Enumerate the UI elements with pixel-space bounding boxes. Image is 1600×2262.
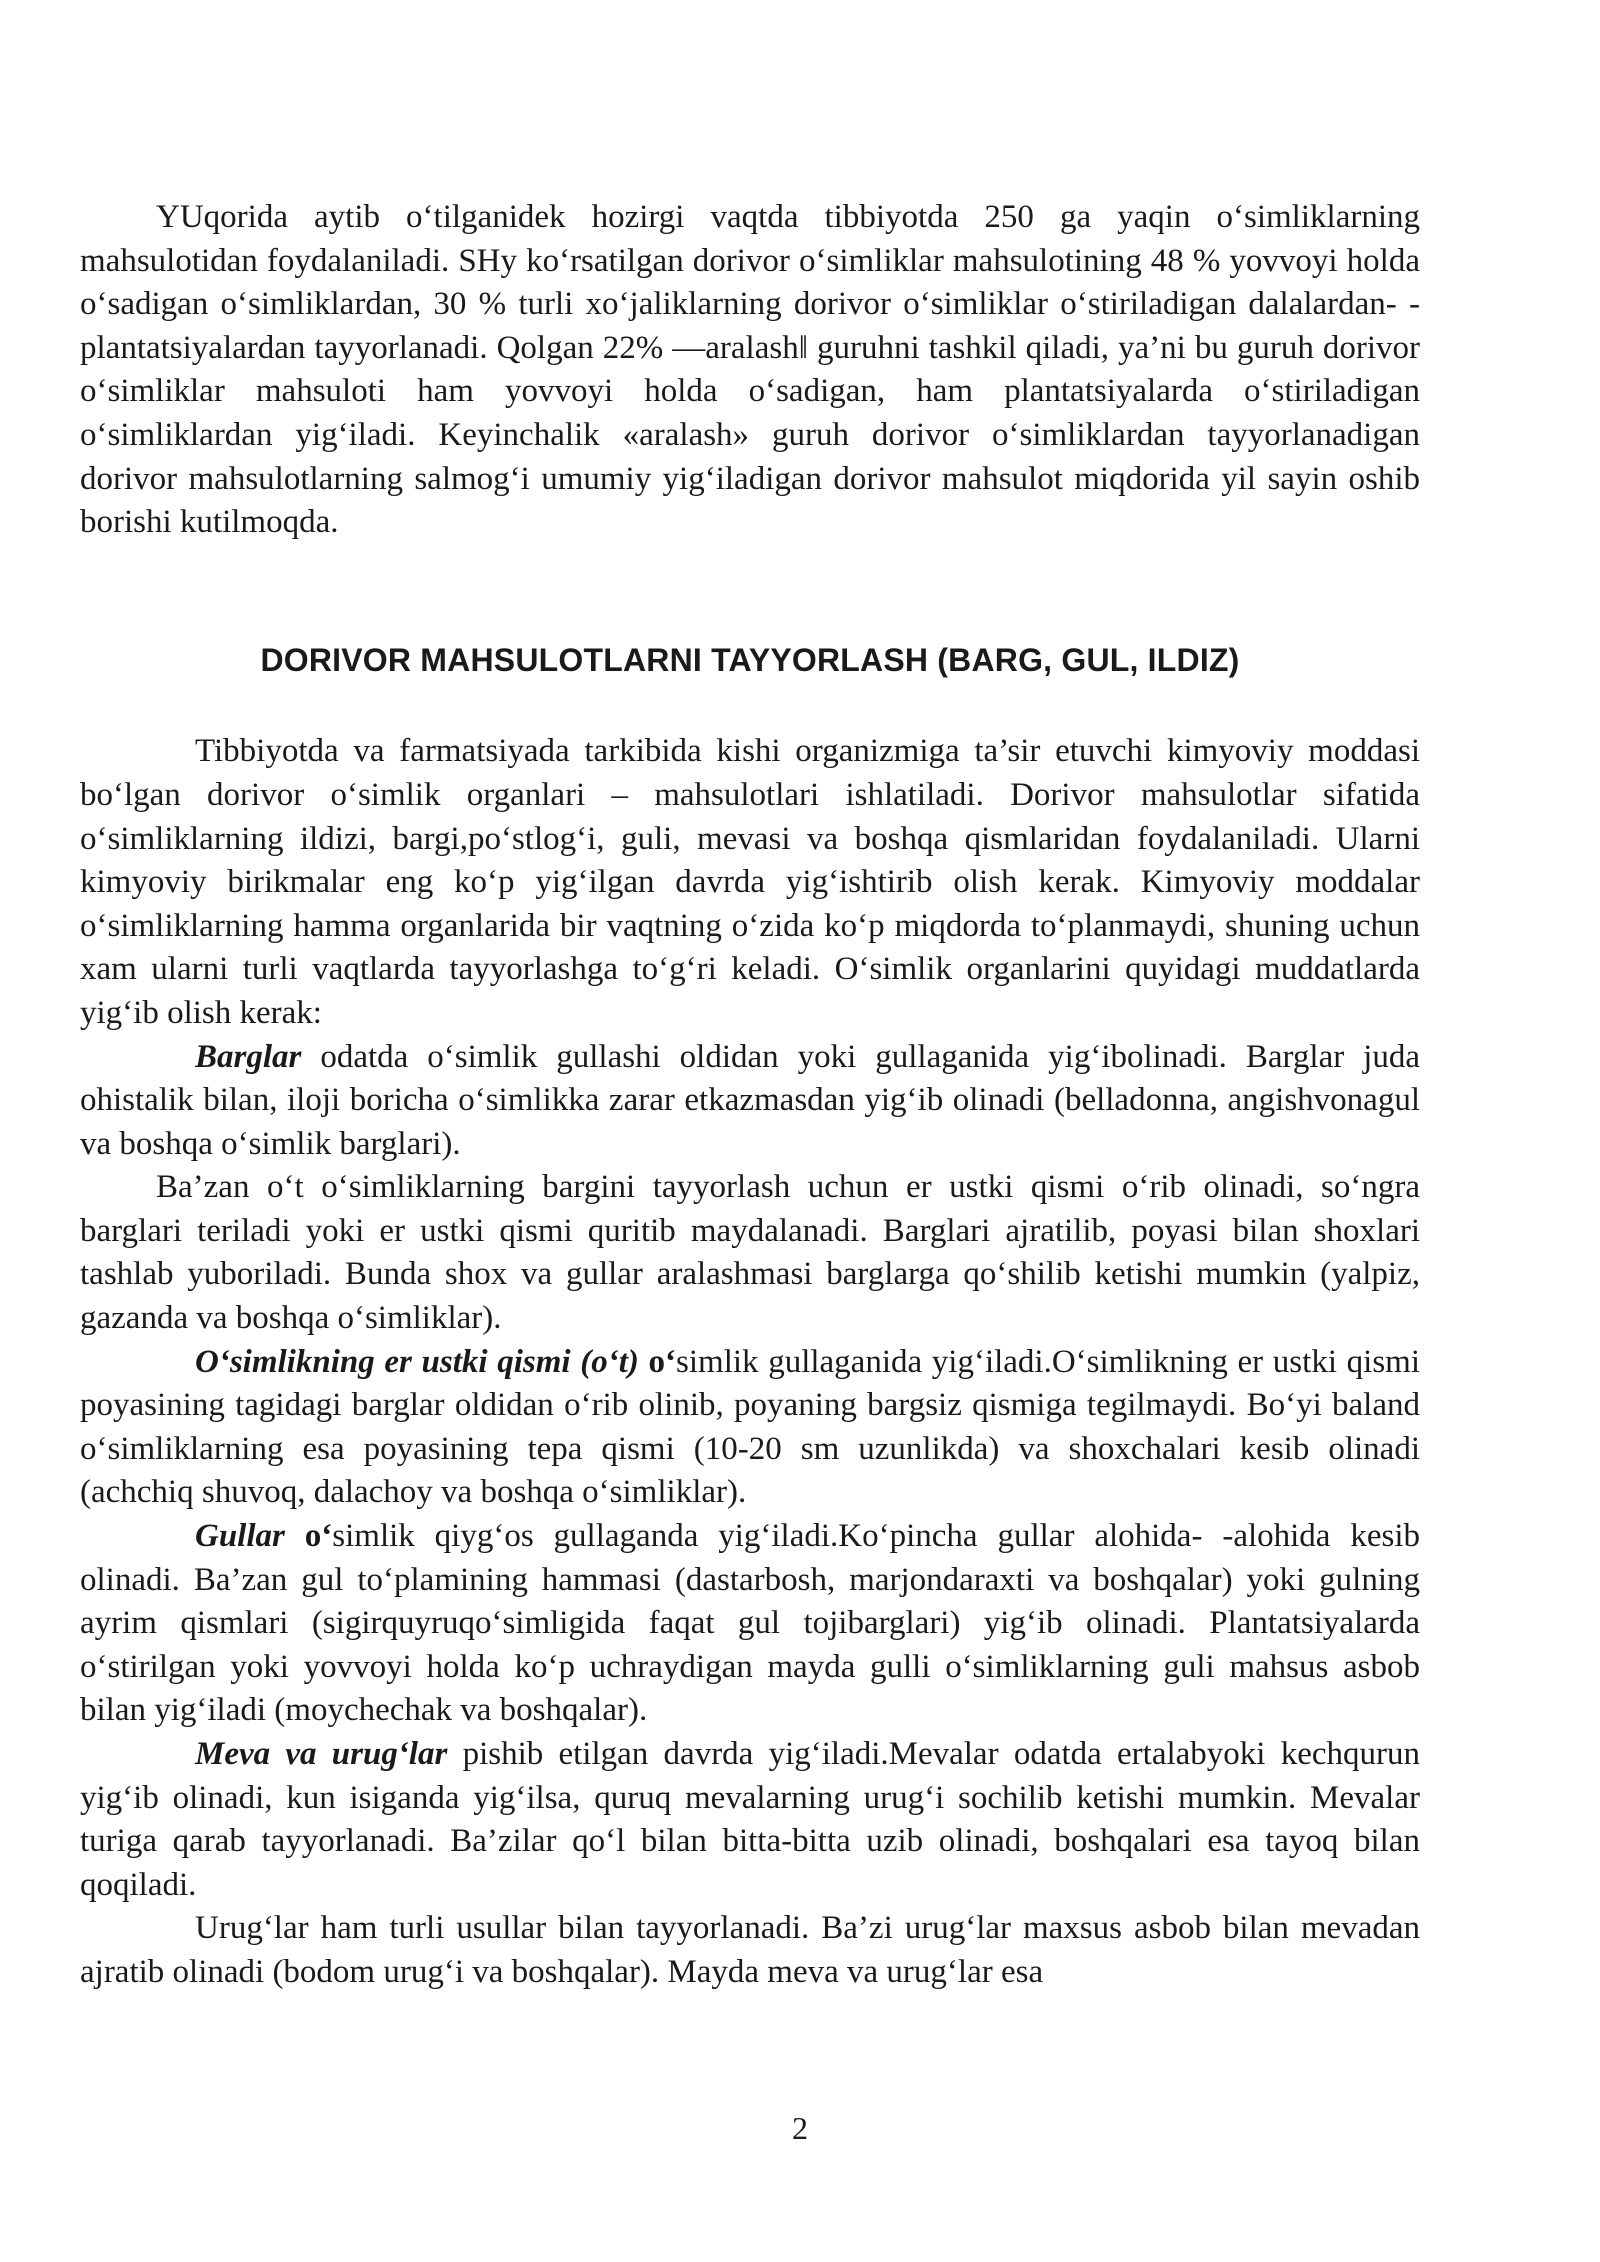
document-page [80, 196, 1420, 1995]
bazan-paragraph: Ba’zan o‘t o‘simliklarning bargini tayyorlash uchun er ustki qismi o‘rib olinadi, so‘ngra barglari teriladi yoki er ustki qismi quritib maydalanadi. Barglari ajratilib, poyasi bilan shoxlari tashlab yuboriladi. Bunda shox va gullar aralashmasi barglarga qo‘shilib ketishi mumkin (yalpiz, gazanda va boshqa o‘simliklar). [80, 1169, 1420, 1337]
barglar-term: Barglar [195, 1038, 302, 1075]
gullar-term: Gullar [195, 1518, 285, 1555]
barglar-text: odatda o‘simlik gullashi oldidan yoki gullaganida yig‘ibolinadi. Barglar juda ohistalik bilan, iloji boricha o‘simlikka zarar etkazmasdan yig‘ib olinadi (belladonna, angishvonagul va boshqa o‘simlik barglari). [80, 1038, 1420, 1162]
meva-text: pishib etilgan davrda yig‘iladi.Mevalar odatda ertalabyoki kechqurun yig‘ib olinadi, kun isiganda yig‘ilsa, quruq mevalarning urug‘i sochilib ketishi mumkin. Mevalar turiga qarab tayyorlanadi. Ba’zilar qo‘l bilan bitta-bitta uzib olinadi, boshqalari esa tayoq bilan qoqiladi. [80, 1736, 1420, 1903]
gullar-paragraph [80, 1515, 1420, 1733]
meva-paragraph [80, 1733, 1420, 1907]
barglar-paragraph [80, 1036, 1420, 1167]
intro-paragraph: YUqorida aytib o‘tilganidek hozirgi vaqtda tibbiyotda 250 ga yaqin o‘simliklarning mahsulotidan foydalaniladi. SHy ko‘rsatilgan dorivor o‘simliklar mahsulotining 48 % yovvoyi holda o‘sadigan o‘simliklardan, 30 % turli xo‘jaliklarning dorivor o‘simliklar o‘stiriladigan dalalardan- - plantatsiyalardan tayyorlanadi. Qolgan 22% ―aralash‖ guruhni tashkil qiladi, ya’ni bu guruh dorivor o‘simliklar mahsuloti ham yovvoyi holda o‘sadigan, ham plantatsiyalarda o‘stiriladigan o‘simliklardan yig‘iladi. Keyinchalik «aralash» guruh dorivor o‘simliklardan tayyorlanadigan dorivor mahsulotlarning salmog‘i umumiy yig‘iladigan dorivor mahsulot miqdorida yil sayin oshib borishi kutilmoqda. [80, 199, 1420, 541]
page-number: 2 [792, 2110, 808, 2146]
section-heading: DORIVOR MAHSULOTLARNI TAYYORLASH (BARG, GUL, ILDIZ) [260, 641, 1240, 678]
er-ustki-bold: o‘ [638, 1343, 677, 1380]
urug-paragraph: Urug‘lar ham turli usullar bilan tayyorlanadi. Ba’zi urug‘lar maxsus asbob bilan mevadan ajratib olinadi (bodom urug‘i va boshqalar). Mayda meva va urug‘lar esa [80, 1910, 1420, 1990]
er-ustki-text: simlik gullaganida yig‘iladi.O‘simlikning er ustki qismi poyasining tagidagi barglar oldidan o‘rib olinib, poyaning bargsiz qismiga tegilmaydi. Bo‘yi baland o‘simliklarning esa poyasining tepa qismi (10-20 sm uzunlikda) va shoxchalari kesib olinadi (achchiq shuvoq, dalachoy va boshqa o‘simliklar). [80, 1343, 1420, 1511]
gullar-text: simlik qiyg‘os gullaganda yig‘iladi.Ko‘pincha gullar alohida- -alohida kesib olinadi. Ba’zan gul to‘plamining hammasi (dastarbosh, marjondaraxti va boshqalar) yoki gulning ayrim qismlari (sigirquyruqo‘simligida faqat gul tojibarglari) yig‘ib olinadi. Plantatsiyalarda o‘stirilgan yoki yovvoyi holda ko‘p uchraydigan mayda gulli o‘simliklarning guli mahsus asbob bilan yig‘iladi (moychechak va boshqalar). [80, 1518, 1420, 1729]
er-ustki-paragraph [80, 1341, 1420, 1515]
organs-paragraph: Tibbiyotda va farmatsiyada tarkibida kishi organizmiga ta’sir etuvchi kimyoviy moddasi bo‘lgan dorivor o‘simlik organlari – mahsulotlari ishlatiladi. Dorivor mahsulotlar sifatida o‘simliklarning ildizi, bargi,po‘stlog‘i, guli, mevasi va boshqa qismlaridan foydalaniladi. Ularni kimyoviy birikmalar eng ko‘p yig‘ilgan davrda yig‘ishtirib olish kerak. Kimyoviy moddalar o‘simliklarning hamma organlarida bir vaqtning o‘zida ko‘p miqdorda to‘planmaydi, shuning uchun xam ularni turli vaqtlarda tayyorlashga to‘g‘ri keladi. O‘simlik organlarini quyidagi muddatlarda yig‘ib olish kerak: [80, 733, 1420, 1031]
er-ustki-term: O‘simlikning er ustki qismi (o‘t) [195, 1343, 639, 1380]
meva-term: Meva va urug‘lar [195, 1736, 448, 1772]
gullar-bold: o‘ [284, 1518, 333, 1555]
